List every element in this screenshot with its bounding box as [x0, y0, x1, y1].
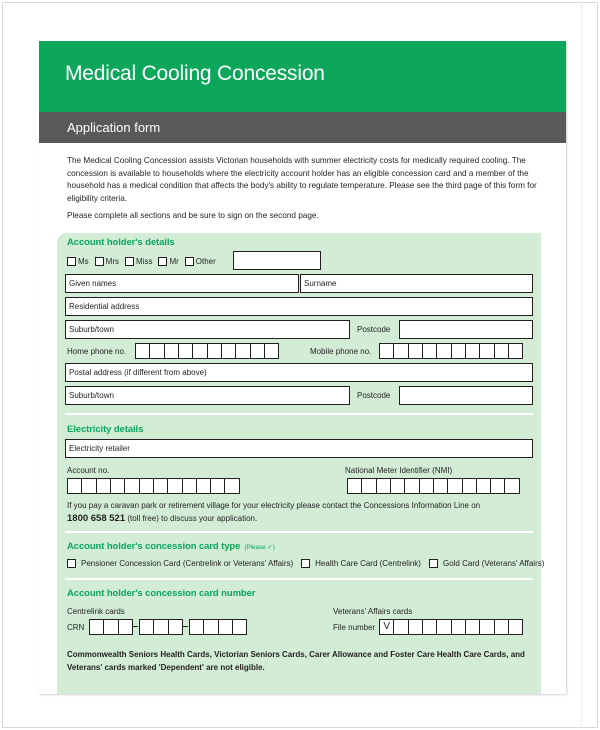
option-label: Gold Card (Veterans' Affairs) — [442, 559, 545, 568]
checkbox[interactable] — [125, 257, 134, 266]
postal-postcode-field[interactable] — [399, 386, 533, 405]
digit-box[interactable] — [124, 478, 140, 494]
digit-box[interactable] — [168, 619, 184, 635]
postcode-field[interactable] — [399, 320, 533, 339]
digit-box[interactable] — [408, 343, 424, 359]
digit-box[interactable] — [264, 343, 280, 359]
digit-box[interactable] — [235, 343, 251, 359]
caravan-park-note — [67, 499, 537, 525]
card-option-pensioner[interactable] — [67, 559, 293, 568]
section-divider — [65, 578, 533, 580]
checkbox[interactable] — [301, 559, 310, 568]
digit-box[interactable] — [504, 478, 520, 494]
digit-box[interactable] — [393, 343, 409, 359]
title-option-ms[interactable] — [67, 257, 89, 266]
title-option-mrs[interactable] — [95, 257, 119, 266]
checkbox[interactable] — [158, 257, 167, 266]
title-banner — [39, 41, 566, 112]
postal-postcode-label: Postcode — [357, 391, 391, 400]
digit-box[interactable] — [436, 343, 452, 359]
option-label: Mr — [169, 257, 179, 266]
card-option-gold[interactable] — [429, 559, 544, 568]
digit-box[interactable] — [139, 619, 155, 635]
file-number-boxes[interactable] — [379, 619, 522, 635]
option-label: Pensioner Concession Card (Centrelink or Veterans' Affairs) — [81, 559, 294, 568]
form-panel — [57, 233, 545, 694]
ineligible-cards-note: Commonwealth Seniors Health Cards, Victorian Seniors Cards, Carer Allowance and Foster Care Health Care Cards, and Veterans' cards marked 'Dependent' are not eligible. — [67, 650, 525, 672]
suburb-field[interactable]: Suburb/town — [65, 320, 350, 339]
card-type-heading: Account holder's concession card type — [67, 541, 241, 552]
section-title-electricity: Electricity details — [67, 424, 144, 435]
digit-box[interactable] — [164, 343, 180, 359]
intro-instruction: Please complete all sections and be sure to sign on the second page. — [67, 210, 319, 220]
account-no-label: Account no. — [67, 466, 110, 475]
home-phone-boxes[interactable] — [135, 343, 278, 359]
nmi-label: National Meter Identifier (NMI) — [345, 466, 453, 475]
digit-box[interactable] — [153, 478, 169, 494]
digit-box[interactable] — [153, 619, 169, 635]
digit-box[interactable] — [178, 343, 194, 359]
mobile-phone-boxes[interactable] — [379, 343, 522, 359]
checkbox[interactable] — [95, 257, 104, 266]
scrollbar-track[interactable] — [581, 2, 582, 728]
card-option-health-care[interactable] — [301, 559, 421, 568]
digit-box[interactable] — [451, 343, 467, 359]
file-number-label: File number — [333, 623, 376, 632]
option-label: Other — [195, 257, 216, 266]
digit-box[interactable] — [81, 478, 97, 494]
postal-suburb-field[interactable]: Suburb/town — [65, 386, 350, 405]
dash-separator — [132, 619, 139, 635]
card-type-hint: (Please ✓) — [244, 544, 275, 551]
digit-box[interactable] — [393, 619, 409, 635]
option-label: Mrs — [105, 257, 119, 266]
digit-box[interactable] — [465, 343, 481, 359]
digit-box[interactable] — [462, 478, 478, 494]
digit-box[interactable] — [224, 478, 240, 494]
intro-text — [67, 155, 547, 223]
digit-box[interactable] — [390, 478, 406, 494]
section-divider — [65, 531, 533, 533]
digit-box[interactable] — [139, 478, 155, 494]
digit-box[interactable] — [508, 343, 524, 359]
phone-suffix-text: (toll free) to discuss your application. — [127, 514, 258, 523]
section-title-account-holder: Account holder's details — [67, 237, 175, 248]
title-option-mr[interactable] — [158, 257, 178, 266]
crn-boxes[interactable] — [89, 619, 246, 635]
digit-box[interactable] — [419, 478, 435, 494]
nmi-boxes[interactable] — [347, 478, 519, 494]
section-divider — [65, 413, 533, 415]
document-subtitle: Application form — [67, 120, 161, 135]
digit-box[interactable] — [347, 478, 363, 494]
digit-box[interactable] — [221, 343, 237, 359]
digit-box[interactable] — [218, 619, 234, 635]
digit-box[interactable] — [433, 478, 449, 494]
digit-box[interactable] — [135, 343, 151, 359]
digit-box[interactable] — [490, 478, 506, 494]
option-label: Miss — [136, 257, 153, 266]
checkbox[interactable] — [429, 559, 438, 568]
digit-box[interactable] — [103, 619, 119, 635]
home-phone-label: Home phone no. — [67, 347, 127, 356]
checkbox[interactable] — [67, 257, 76, 266]
electricity-retailer-field[interactable]: Electricity retailer — [65, 439, 533, 458]
file-prefix-box: V — [379, 619, 395, 635]
veterans-label: Veterans' Affairs cards — [333, 607, 413, 616]
digit-box[interactable] — [210, 478, 226, 494]
crn-label: CRN — [67, 623, 85, 632]
account-no-boxes[interactable] — [67, 478, 239, 494]
form-page — [39, 41, 566, 694]
digit-box[interactable] — [422, 343, 438, 359]
digit-box[interactable] — [192, 343, 208, 359]
title-other-field[interactable] — [233, 251, 321, 270]
surname-field[interactable]: Surname — [300, 274, 533, 293]
digit-box[interactable] — [422, 619, 438, 635]
checkbox[interactable] — [185, 257, 194, 266]
title-checkboxes — [67, 257, 222, 266]
postcode-label: Postcode — [357, 325, 391, 334]
digit-box[interactable] — [465, 619, 481, 635]
digit-box[interactable] — [479, 619, 495, 635]
given-names-field[interactable]: Given names — [65, 274, 299, 293]
centrelink-label: Centrelink cards — [67, 607, 125, 616]
digit-box[interactable] — [96, 478, 112, 494]
residential-address-field[interactable]: Residential address — [65, 297, 533, 316]
subtitle-bar — [39, 112, 566, 143]
digit-box[interactable] — [451, 619, 467, 635]
digit-box[interactable] — [189, 619, 205, 635]
digit-box[interactable] — [379, 343, 395, 359]
digit-box[interactable] — [376, 478, 392, 494]
digit-box[interactable] — [149, 343, 165, 359]
digit-box[interactable] — [494, 343, 510, 359]
digit-box[interactable] — [476, 478, 492, 494]
option-label: Ms — [78, 257, 89, 266]
mobile-phone-label: Mobile phone no. — [310, 347, 372, 356]
option-label: Health Care Card (Centrelink) — [315, 559, 421, 568]
digit-box[interactable] — [207, 343, 223, 359]
dash-separator — [182, 619, 189, 635]
caravan-note-text: If you pay a caravan park or retirement village for your electricity please contact the Concessions Information Line on — [67, 501, 481, 510]
info-line-phone: 1800 658 521 — [67, 513, 126, 524]
section-title-card-type — [67, 541, 275, 552]
digit-box[interactable] — [447, 478, 463, 494]
document-title: Medical Cooling Concession — [65, 62, 325, 85]
intro-paragraph: The Medical Cooling Concession assists Victorian households with summer electricity costs for medically required cooling. The concession is available to households where the electricity account holder has an eligible concession card and a member of the household has a medical condition that affects the body's ability to regulate temperature. Please see the third page of this form for eligibility criteria. — [67, 156, 537, 204]
title-option-other[interactable] — [185, 257, 216, 266]
digit-box[interactable] — [167, 478, 183, 494]
checkbox[interactable] — [67, 559, 76, 568]
digit-box[interactable] — [250, 343, 266, 359]
digit-box[interactable] — [404, 478, 420, 494]
digit-box[interactable] — [436, 619, 452, 635]
digit-box[interactable] — [196, 478, 212, 494]
digit-box[interactable] — [89, 619, 105, 635]
card-type-options — [67, 559, 550, 568]
digit-box[interactable] — [494, 619, 510, 635]
section-title-card-number: Account holder's concession card number — [67, 588, 256, 599]
postal-address-field[interactable]: Postal address (if different from above) — [65, 363, 533, 382]
digit-box[interactable] — [118, 619, 134, 635]
digit-box[interactable] — [508, 619, 524, 635]
digit-box[interactable] — [361, 478, 377, 494]
title-option-miss[interactable] — [125, 257, 152, 266]
digit-box[interactable] — [110, 478, 126, 494]
digit-box[interactable] — [182, 478, 198, 494]
digit-box[interactable] — [203, 619, 219, 635]
digit-box[interactable] — [232, 619, 248, 635]
digit-box[interactable] — [67, 478, 83, 494]
digit-box[interactable] — [479, 343, 495, 359]
digit-box[interactable] — [408, 619, 424, 635]
